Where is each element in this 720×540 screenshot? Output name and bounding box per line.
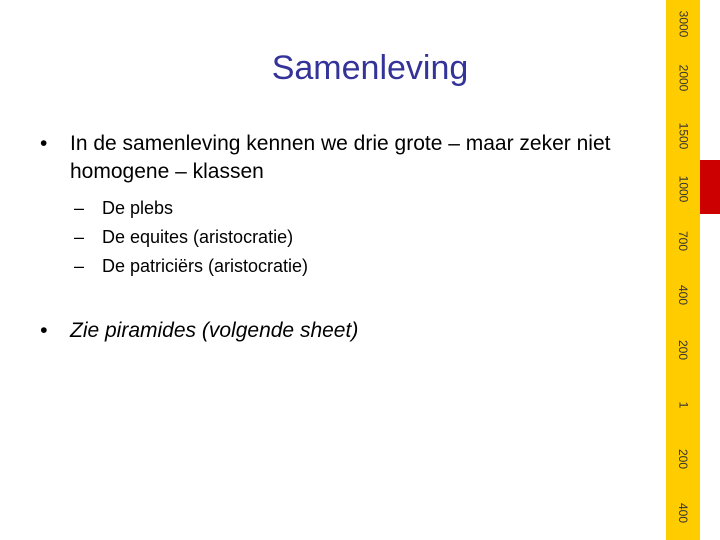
timeline-label	[666, 214, 700, 268]
slide-title: Samenleving	[271, 49, 469, 87]
bullet-pyramids: • Zie piramides (volgende sheet)	[40, 317, 660, 345]
timeline-marker	[700, 160, 720, 214]
bullet-classes: • In de samenleving kennen we drie grote – maar zeker niet homogene – klassen	[40, 130, 660, 186]
timeline-label-text: 1000	[675, 175, 690, 203]
timeline-label	[666, 108, 700, 164]
sub-item-plebs: – De plebs	[40, 194, 660, 223]
timeline-label	[666, 48, 700, 108]
slide-content	[40, 130, 660, 345]
timeline-label	[666, 378, 700, 432]
timeline-label	[666, 432, 700, 486]
timeline-label	[666, 0, 700, 48]
timeline-label-text: 700	[676, 230, 690, 252]
timeline-bar	[666, 0, 700, 540]
timeline-label	[666, 322, 700, 378]
timeline-label	[666, 268, 700, 322]
timeline-label-text: 200	[676, 339, 690, 361]
timeline-label-text: 200	[676, 448, 690, 470]
timeline-label-text: 1	[676, 401, 690, 409]
sub-list	[40, 194, 660, 281]
sub-item-equites: – De equites (aristocratie)	[40, 223, 660, 252]
timeline-label-text: 400	[676, 284, 690, 306]
sub-item-patricians: – De patriciërs (aristocratie)	[40, 252, 660, 281]
timeline-label-text: 400	[676, 502, 690, 524]
timeline-label-text: 1500	[675, 122, 690, 150]
timeline-label	[666, 486, 700, 540]
timeline-label-text: 2000	[675, 64, 690, 92]
timeline-label-text: 3000	[675, 10, 690, 38]
timeline-label	[666, 164, 700, 214]
